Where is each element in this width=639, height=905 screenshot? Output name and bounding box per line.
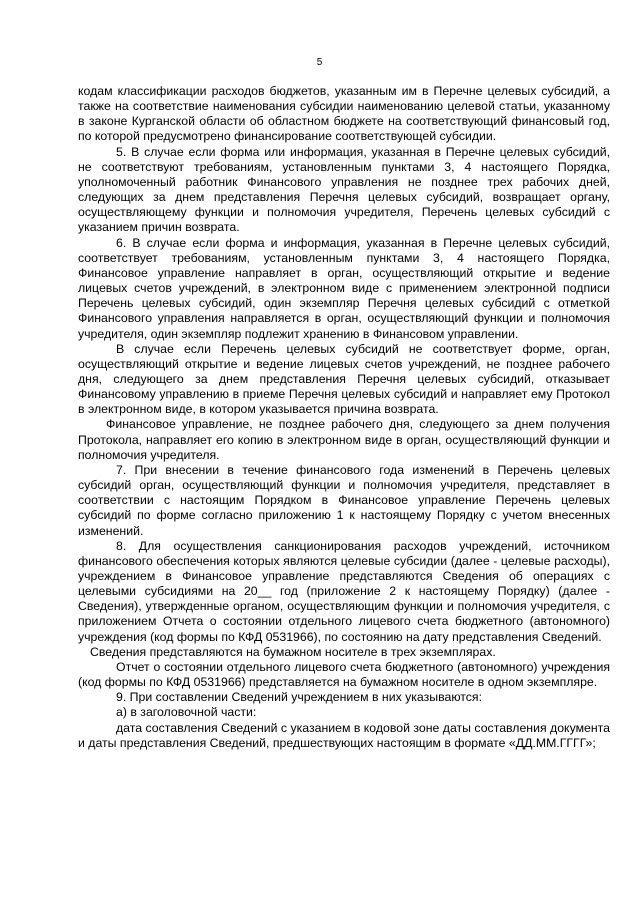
paragraph-classification-codes: кодам классификации расходов бюджетов, указанным им в Перечне целевых субсидий, а также на соответствие наименования субсидии наименованию целевой статьи, указанному в законе Курганской области об областном бюджете на соответствующий финансовый год, по которой предусмотрено финансирование соответствующей субсидии. — [78, 84, 610, 144]
paragraph-noncompliance: В случае если Перечень целевых субсидий не соответствует форме, орган, осуществляющий открытие и ведение лицевых счетов учреждений, не позднее рабочего дня, следующего за днем представления Перечня целевых субсидий, отказывает Финансовому управлению в приеме Перечня целевых субсидий и направляет ему Протокол в электронном виде, в котором указывается причина возврата. — [78, 341, 610, 417]
paragraph-three-copies: Сведения представляются на бумажном носителе в трех экземплярах. — [90, 644, 496, 659]
page-number: 5 — [316, 57, 323, 68]
document-body — [78, 84, 610, 751]
paragraph-date-format: дата составления Сведений с указанием в кодовой зоне даты составления документа и даты представления Сведений, предшествующих настоящим в формате «ДД.ММ.ГГГГ»; — [78, 720, 610, 750]
paragraph-header-part: а) в заголовочной части: — [116, 705, 257, 720]
paragraph-item-6: 6. В случае если форма и информация, указанная в Перечне целевых субсидий, соответствует требованиям, установленным пунктами 3, 4 настоящего Порядка, Финансовое управление направляет в орган, осуществляющий открытие и ведение лицевых счетов учреждений, в электронном виде с применением электронной подписи Перечень целевых субсидий, один экземпляр Перечня целевых субсидий с отметкой Финансового управления направляется в орган, осуществляющий функции и полномочия учредителя, один экземпляр подлежит хранению в Финансовом управлении. — [78, 235, 610, 341]
paragraph-account-report: Отчет о состоянии отдельного лицевого счета бюджетного (автономного) учреждения (код формы по КФД 0531966) представляется на бумажном носителе в одном экземпляре. — [78, 659, 610, 690]
paragraph-item-9: 9. При составлении Сведений учреждением в них указываются: — [116, 690, 483, 705]
paragraph-item-8: 8. Для осуществления санкционирования расходов учреждений, источником финансового обеспечения которых являются целевые субсидии (далее - целевые расходы), учреждением в Финансовое управление представляются Сведения об операциях с целевыми субсидиями на 20__ год (приложение 2 к настоящему Порядку) (далее - Сведения), утвержденные органом, осуществляющим функции и полномочия учредителя, с приложением Отчета о состоянии отдельного лицевого счета бюджетного (автономного) учреждения (код формы по КФД 0531966), по состоянию на дату представления Сведений. — [78, 538, 610, 644]
paragraph-item-5: 5. В случае если форма или информация, указанная в Перечне целевых субсидий, не соответствуют требованиям, установленным пунктами 3, 4 настоящего Порядка, уполномоченный работник Финансового управления не позднее трех рабочих дней, следующих за днем представления Перечня целевых субсидий, возвращает органу, осуществляющему функции и полномочия учредителя, Перечень целевых субсидий с указанием причин возврата. — [78, 144, 610, 235]
paragraph-item-7: 7. При внесении в течение финансового года изменений в Перечень целевых субсидий орган, осуществляющий функции и полномочия учредителя, представляет в соответствии с настоящим Порядком в Финансовое управление Перечень целевых субсидий по форме согласно приложению 1 к настоящему Порядку с учетом внесенных изменений. — [78, 462, 610, 538]
paragraph-protocol-copy: Финансовое управление, не позднее рабочего дня, следующего за днем получения Протокола, направляет его копию в электронном виде в орган, осуществляющий функции и полномочия учредителя. — [78, 417, 610, 462]
